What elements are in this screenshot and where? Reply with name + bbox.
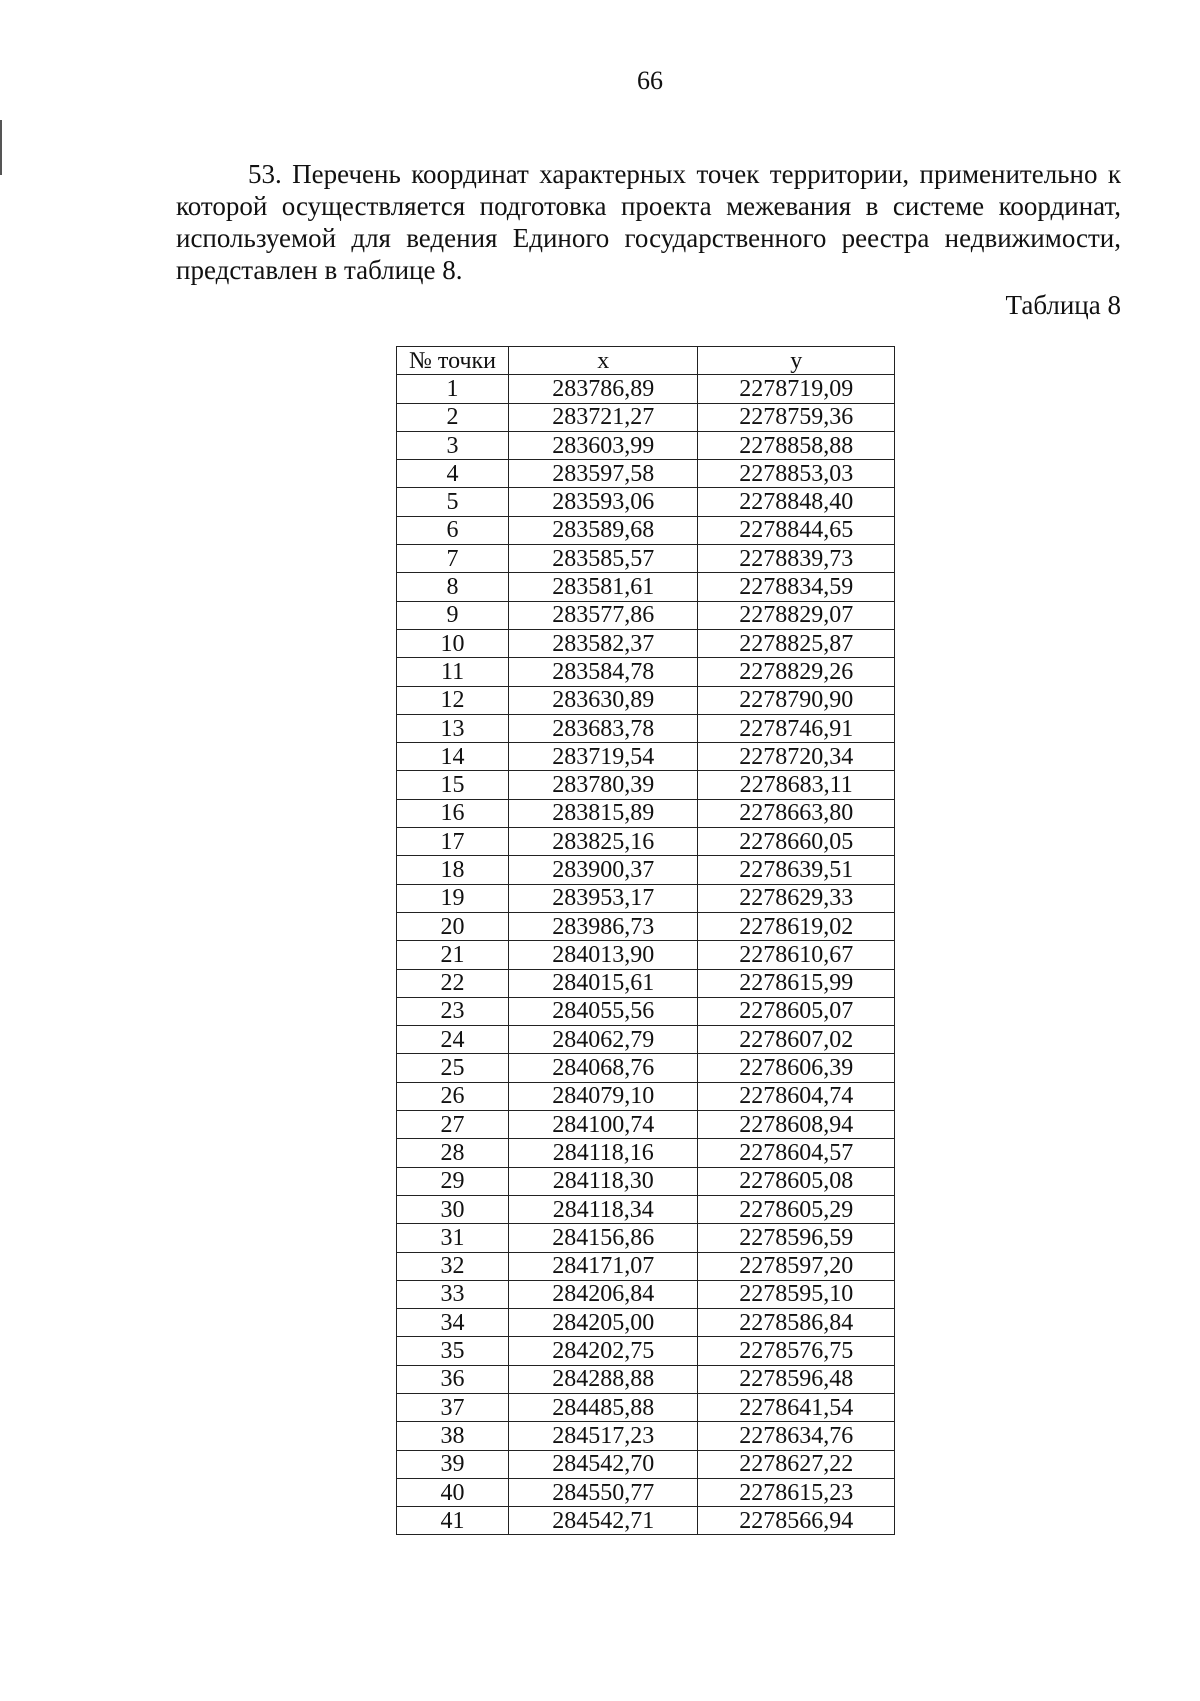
cell-x: 284542,71	[509, 1507, 698, 1535]
cell-y: 2278825,87	[698, 629, 895, 657]
cell-y: 2278839,73	[698, 545, 895, 573]
cell-point-number: 27	[397, 1111, 509, 1139]
cell-x: 283786,89	[509, 375, 698, 403]
table-row	[397, 1478, 895, 1506]
table-row	[397, 1507, 895, 1535]
table-row	[397, 375, 895, 403]
cell-x: 283582,37	[509, 629, 698, 657]
cell-point-number: 26	[397, 1082, 509, 1110]
cell-x: 283900,37	[509, 856, 698, 884]
cell-y: 2278641,54	[698, 1393, 895, 1421]
header-y: y	[698, 347, 895, 375]
table-row	[397, 941, 895, 969]
table-row	[397, 1139, 895, 1167]
page-number: 66	[637, 66, 663, 95]
cell-point-number: 36	[397, 1365, 509, 1393]
header-point-number: № точки	[397, 347, 509, 375]
cell-y: 2278720,34	[698, 743, 895, 771]
cell-y: 2278619,02	[698, 912, 895, 940]
table-row	[397, 771, 895, 799]
cell-x: 283780,39	[509, 771, 698, 799]
cell-point-number: 8	[397, 573, 509, 601]
cell-x: 284542,70	[509, 1450, 698, 1478]
cell-x: 283593,06	[509, 488, 698, 516]
cell-point-number: 25	[397, 1054, 509, 1082]
table-row	[397, 1450, 895, 1478]
cell-x: 284100,74	[509, 1111, 698, 1139]
cell-point-number: 2	[397, 403, 509, 431]
cell-x: 283603,99	[509, 431, 698, 459]
cell-x: 283719,54	[509, 743, 698, 771]
cell-point-number: 40	[397, 1478, 509, 1506]
table-header-row	[397, 347, 895, 375]
cell-point-number: 41	[397, 1507, 509, 1535]
cell-x: 284055,56	[509, 997, 698, 1025]
cell-y: 2278829,26	[698, 658, 895, 686]
cell-y: 2278597,20	[698, 1252, 895, 1280]
cell-point-number: 14	[397, 743, 509, 771]
cell-x: 283721,27	[509, 403, 698, 431]
table-row	[397, 1054, 895, 1082]
cell-point-number: 6	[397, 516, 509, 544]
cell-y: 2278576,75	[698, 1337, 895, 1365]
cell-point-number: 23	[397, 997, 509, 1025]
cell-point-number: 33	[397, 1280, 509, 1308]
cell-x: 284118,16	[509, 1139, 698, 1167]
table-row	[397, 1195, 895, 1223]
cell-y: 2278848,40	[698, 488, 895, 516]
cell-point-number: 20	[397, 912, 509, 940]
cell-x: 284206,84	[509, 1280, 698, 1308]
cell-x: 283589,68	[509, 516, 698, 544]
cell-point-number: 3	[397, 431, 509, 459]
table-row	[397, 743, 895, 771]
cell-point-number: 4	[397, 460, 509, 488]
cell-y: 2278615,23	[698, 1478, 895, 1506]
cell-x: 283815,89	[509, 799, 698, 827]
table-row	[397, 828, 895, 856]
cell-x: 283986,73	[509, 912, 698, 940]
cell-y: 2278629,33	[698, 884, 895, 912]
cell-y: 2278790,90	[698, 686, 895, 714]
table-row	[397, 601, 895, 629]
section-53-paragraph: 53. Перечень координат характерных точек территории, применительно к которой осуществляется подготовка проекта межевания в системе координат, используемой для ведения Единого государственного реестра недвижимости, представлен в таблице 8.	[176, 159, 1121, 285]
cell-x: 283584,78	[509, 658, 698, 686]
cell-y: 2278834,59	[698, 573, 895, 601]
cell-y: 2278566,94	[698, 1507, 895, 1535]
cell-y: 2278615,99	[698, 969, 895, 997]
table-row	[397, 856, 895, 884]
table-row	[397, 460, 895, 488]
table-row	[397, 431, 895, 459]
table-row	[397, 573, 895, 601]
cell-x: 283585,57	[509, 545, 698, 573]
table-row	[397, 714, 895, 742]
cell-x: 284156,86	[509, 1224, 698, 1252]
table-row	[397, 488, 895, 516]
cell-x: 284171,07	[509, 1252, 698, 1280]
table-row	[397, 516, 895, 544]
cell-x: 284118,30	[509, 1167, 698, 1195]
cell-x: 283630,89	[509, 686, 698, 714]
cell-y: 2278604,57	[698, 1139, 895, 1167]
cell-x: 283577,86	[509, 601, 698, 629]
table-caption: Таблица 8	[1005, 290, 1121, 320]
cell-y: 2278683,11	[698, 771, 895, 799]
cell-point-number: 38	[397, 1422, 509, 1450]
cell-x: 284288,88	[509, 1365, 698, 1393]
table-row	[397, 1252, 895, 1280]
table-row	[397, 912, 895, 940]
header-x: x	[509, 347, 698, 375]
cell-point-number: 11	[397, 658, 509, 686]
cell-y: 2278606,39	[698, 1054, 895, 1082]
scan-margin-mark	[0, 120, 2, 175]
table-row	[397, 629, 895, 657]
table-row	[397, 1026, 895, 1054]
cell-x: 283953,17	[509, 884, 698, 912]
cell-point-number: 13	[397, 714, 509, 742]
cell-point-number: 30	[397, 1195, 509, 1223]
cell-y: 2278844,65	[698, 516, 895, 544]
cell-y: 2278627,22	[698, 1450, 895, 1478]
cell-point-number: 21	[397, 941, 509, 969]
table-row	[397, 1224, 895, 1252]
cell-y: 2278604,74	[698, 1082, 895, 1110]
cell-point-number: 10	[397, 629, 509, 657]
table-body	[397, 375, 895, 1535]
cell-point-number: 7	[397, 545, 509, 573]
cell-point-number: 17	[397, 828, 509, 856]
table-row	[397, 1309, 895, 1337]
table-row	[397, 686, 895, 714]
table-row	[397, 658, 895, 686]
cell-y: 2278605,08	[698, 1167, 895, 1195]
cell-y: 2278853,03	[698, 460, 895, 488]
cell-point-number: 22	[397, 969, 509, 997]
table-row	[397, 403, 895, 431]
cell-point-number: 9	[397, 601, 509, 629]
cell-y: 2278608,94	[698, 1111, 895, 1139]
table-row	[397, 1167, 895, 1195]
cell-point-number: 31	[397, 1224, 509, 1252]
cell-x: 283581,61	[509, 573, 698, 601]
cell-y: 2278639,51	[698, 856, 895, 884]
cell-y: 2278596,48	[698, 1365, 895, 1393]
cell-x: 284485,88	[509, 1393, 698, 1421]
cell-y: 2278595,10	[698, 1280, 895, 1308]
table-row	[397, 1280, 895, 1308]
cell-y: 2278610,67	[698, 941, 895, 969]
table-row	[397, 1393, 895, 1421]
table-row	[397, 969, 895, 997]
cell-x: 284550,77	[509, 1478, 698, 1506]
cell-x: 284202,75	[509, 1337, 698, 1365]
cell-y: 2278829,07	[698, 601, 895, 629]
cell-point-number: 1	[397, 375, 509, 403]
cell-x: 283597,58	[509, 460, 698, 488]
cell-point-number: 18	[397, 856, 509, 884]
table-row	[397, 799, 895, 827]
cell-point-number: 12	[397, 686, 509, 714]
cell-point-number: 16	[397, 799, 509, 827]
coordinates-table	[396, 346, 895, 1535]
cell-y: 2278746,91	[698, 714, 895, 742]
cell-point-number: 29	[397, 1167, 509, 1195]
cell-x: 284062,79	[509, 1026, 698, 1054]
cell-y: 2278660,05	[698, 828, 895, 856]
cell-y: 2278634,76	[698, 1422, 895, 1450]
cell-point-number: 28	[397, 1139, 509, 1167]
cell-x: 283825,16	[509, 828, 698, 856]
cell-point-number: 5	[397, 488, 509, 516]
cell-y: 2278586,84	[698, 1309, 895, 1337]
cell-x: 284517,23	[509, 1422, 698, 1450]
cell-point-number: 37	[397, 1393, 509, 1421]
cell-y: 2278759,36	[698, 403, 895, 431]
cell-point-number: 35	[397, 1337, 509, 1365]
table-row	[397, 1111, 895, 1139]
table-row	[397, 1337, 895, 1365]
cell-y: 2278607,02	[698, 1026, 895, 1054]
table-row	[397, 1365, 895, 1393]
table-row	[397, 1422, 895, 1450]
cell-x: 284079,10	[509, 1082, 698, 1110]
cell-x: 284205,00	[509, 1309, 698, 1337]
table-row	[397, 545, 895, 573]
cell-point-number: 34	[397, 1309, 509, 1337]
cell-y: 2278858,88	[698, 431, 895, 459]
cell-x: 284118,34	[509, 1195, 698, 1223]
cell-point-number: 15	[397, 771, 509, 799]
cell-y: 2278596,59	[698, 1224, 895, 1252]
cell-x: 284015,61	[509, 969, 698, 997]
cell-x: 283683,78	[509, 714, 698, 742]
table-row	[397, 997, 895, 1025]
cell-point-number: 24	[397, 1026, 509, 1054]
cell-y: 2278663,80	[698, 799, 895, 827]
cell-point-number: 19	[397, 884, 509, 912]
cell-y: 2278605,07	[698, 997, 895, 1025]
cell-point-number: 32	[397, 1252, 509, 1280]
cell-x: 284068,76	[509, 1054, 698, 1082]
table-row	[397, 884, 895, 912]
table-row	[397, 1082, 895, 1110]
cell-point-number: 39	[397, 1450, 509, 1478]
cell-y: 2278719,09	[698, 375, 895, 403]
cell-y: 2278605,29	[698, 1195, 895, 1223]
cell-x: 284013,90	[509, 941, 698, 969]
